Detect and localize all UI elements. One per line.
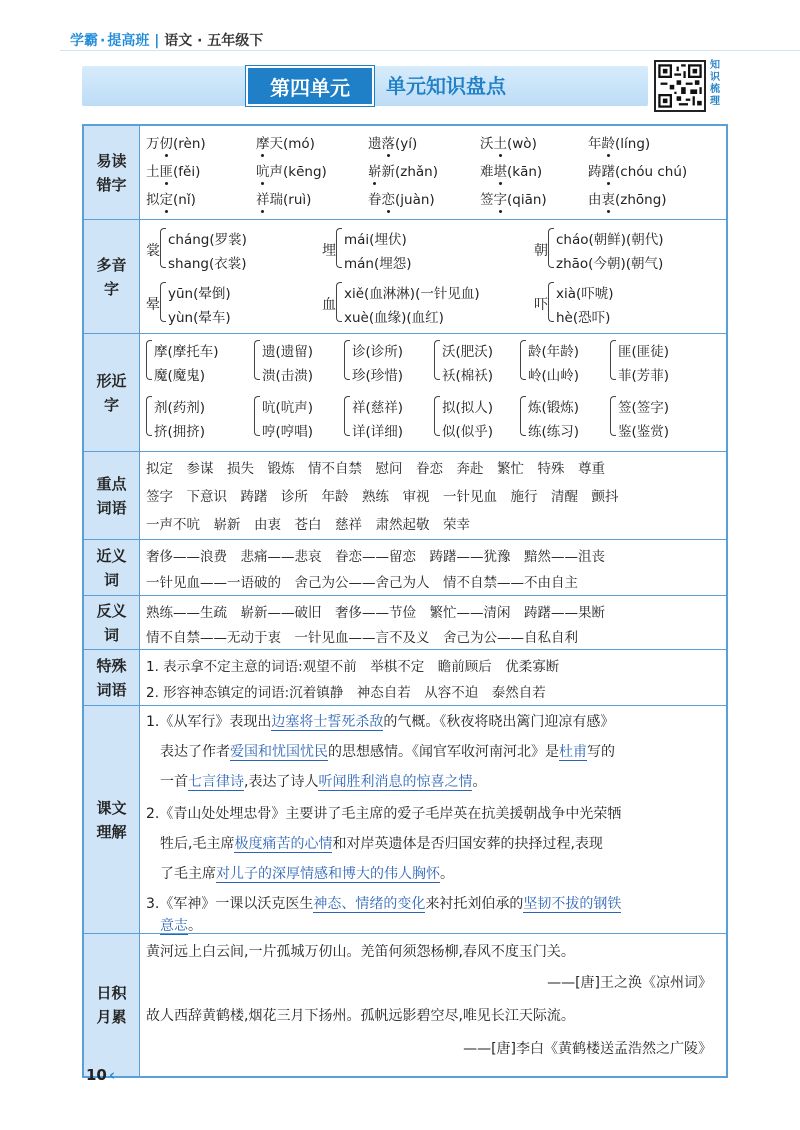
pronunciation-item [480,188,547,208]
text-run: 写的 [587,744,615,760]
poly-reading: xiě(血淋淋)(一针见血) [344,286,480,302]
word-char: 踌 [588,164,602,180]
target-char: 天 [269,136,283,152]
poly-char: 裳 [146,243,160,259]
word-char: 万 [146,136,160,152]
label-xingjin: 形近字 [96,371,127,414]
pinyin: (fěi) [173,164,201,180]
antonym-line: 情不自禁——无动于衷 一针见血——言不及义 舍己为公——自私自利 [146,630,578,646]
pinyin: (wò) [507,136,537,152]
poem-source: ——[唐]李白《黄鹤楼送孟浩然之广陵》 [463,1041,712,1057]
poly-char: 血 [322,297,336,313]
antonym-line: 熟练——生疏 崭新——破旧 奢侈——节俭 繁忙——清闲 踌躇——果断 [146,605,605,621]
pronunciation-item [146,188,196,208]
word-char: 签 [480,192,494,208]
label-riji: 日积月累 [96,984,127,1026]
similar-char: 剂(药剂) [154,400,206,416]
pinyin: (chóu chú) [615,164,688,180]
word-char: 土 [146,164,160,180]
row-label [84,126,140,219]
kewen-line: 2.《青山处处埋忠骨》主要讲了毛主席的爱子毛岸英在抗美援朝战争中光荣牺 [146,806,622,822]
target-char: 仞 [160,132,174,152]
row-yidu [84,126,726,220]
pinyin: (juàn) [395,192,435,208]
pinyin: (zhǎn) [395,164,439,180]
teshu-content [146,650,720,705]
word-char: 崭 [368,160,382,180]
word-char: 摩 [256,132,270,152]
similar-char: 诊(诊所) [352,344,404,360]
kewen-line [160,864,454,884]
poly-reading: hè(恐吓) [556,310,611,326]
synonym-line: 一针见血——一语破的 舍己为公——舍己为人 情不自禁——不由自主 [146,575,578,591]
pinyin: (líng) [615,136,651,152]
row-teshu [84,650,726,706]
pronunciation-item [588,160,687,180]
target-char: 定 [160,188,174,208]
row-label [84,334,140,451]
kewen-line [146,894,621,914]
similar-char: 珍(珍惜) [352,368,404,384]
similar-char: 拟(拟人) [442,400,494,416]
label-kewen: 课文理解 [96,798,127,841]
poly-reading: yùn(晕车) [168,310,231,326]
highlight: 神态、情绪的变化 [313,896,426,912]
word-line: 签字 下意识 踌躇 诊所 年龄 熟练 审视 一针见血 施行 清醒 颤抖 [146,489,619,505]
highlight: 极度痛苦的心情 [234,836,333,852]
highlight: 听闻胜利消息的惊喜之情 [318,774,473,790]
jinyi-content [146,540,720,595]
similar-char: 菲(芳菲) [618,368,670,384]
target-char: 字 [494,188,508,208]
qr-code-icon [656,62,704,110]
page-title: 单元知识盘点 [386,74,506,98]
pronunciation-item [368,132,417,152]
target-char: 声 [269,164,283,180]
poem-line: 故人西辞黄鹤楼,烟花三月下扬州。孤帆远影碧空尽,唯见长江天际流。 [146,1008,575,1024]
row-label [84,934,140,1076]
text-run: 的气概。《秋夜将晓出篱门迎凉有感》 [383,714,615,730]
brand-sep: · [100,33,106,49]
text-run: 的思想感情。《闻官军收河南河北》是 [328,744,559,760]
synonym-line: 奢侈——浪费 悲痛——悲哀 眷恋——留恋 踌躇——犹豫 黯然——沮丧 [146,549,605,565]
poly-reading: xuè(血缘)(血红) [344,310,444,326]
pronunciation-item [368,160,438,180]
highlight: 边塞将士誓死杀敌 [271,714,384,730]
text-run: 表达了作者 [160,744,230,760]
similar-char: 沃(肥沃) [442,344,494,360]
brace [146,340,152,380]
similar-char: 似(似乎) [442,424,494,440]
page-header [0,0,800,50]
yidu-content [146,126,720,219]
highlight: 对儿子的深厚情感和博大的伟人胸怀 [216,866,440,882]
brace [254,340,260,380]
text-run: 和对岸英遗体是否归国安葬的抉择过程,表现 [332,836,603,852]
target-char: 恋 [382,188,396,208]
brace [520,396,526,436]
label-duoyin: 多音字 [96,255,127,298]
text-run: 牲后,毛主席 [160,836,235,852]
row-kewen [84,706,726,934]
poly-reading: mán(埋怨) [344,256,412,272]
special-line: 2. 形容神态镇定的词语:沉着镇静 神态自若 从容不迫 泰然自若 [146,685,546,701]
kewen-line [160,772,486,792]
word-char: 遗 [368,136,382,152]
row-duoyin [84,220,726,334]
brace [344,396,350,436]
row-xingjin [84,334,726,452]
poly-reading: yūn(晕倒) [168,286,231,302]
row-label [84,706,140,933]
brace [336,228,342,268]
pinyin: (kēng) [283,164,327,180]
pronunciation-item [256,160,327,180]
similar-char: 签(签字) [618,400,670,416]
similar-char: 祥(慈祥) [352,400,404,416]
pinyin: (kān) [507,164,543,180]
brace [160,282,166,322]
word-line: 拟定 参谋 损失 锻炼 情不自禁 慰问 眷恋 奔赴 繁忙 特殊 尊重 [146,461,605,477]
poly-reading: xià(吓唬) [556,286,614,302]
label-zhongdian: 重点词语 [96,474,127,517]
word-char: 难 [480,164,494,180]
word-char: 吭 [256,160,270,180]
poly-char: 晕 [146,297,160,313]
highlight: 杜甫 [559,744,587,760]
similar-char: 岭(山岭) [528,368,580,384]
brace [520,340,526,380]
brace [336,282,342,322]
poly-char: 吓 [534,297,548,313]
brace [146,396,152,436]
poly-reading: mái(埋伏) [344,232,407,248]
brace [344,340,350,380]
label-teshu: 特殊词语 [96,656,127,699]
pinyin: (ruì) [283,192,312,208]
qr-code[interactable] [654,60,706,112]
row-fanyi [84,596,726,650]
label-jinyi: 近义词 [96,546,127,589]
label-fanyi: 反义词 [96,601,127,644]
similar-char: 鉴(鉴赏) [618,424,670,440]
pinyin: (qiān) [507,192,547,208]
divider: | [154,33,160,49]
pinyin: (zhōng) [615,192,667,208]
row-riji [84,934,726,1076]
text-run: 一首 [160,774,188,790]
pronunciation-item [256,132,315,152]
highlight: 意志 [160,918,188,934]
similar-char: 袄(棉袄) [442,368,494,384]
riji-content [146,934,720,1076]
similar-char: 溃(击溃) [262,368,314,384]
pinyin: (nǐ) [173,192,196,208]
poem-line: 黄河远上白云间,一片孤城万仞山。羌笛何须怨杨柳,春风不度玉门关。 [146,944,575,960]
word-char: 祥 [256,188,270,208]
pronunciation-item [480,132,537,152]
pronunciation-item [146,160,200,180]
target-char: 新 [381,164,395,180]
poem-source: ——[唐]王之涣《凉州词》 [547,975,712,991]
text-run: 3.《军神》一课以沃克医生 [146,896,314,912]
highlight: 七言律诗 [188,774,244,790]
similar-char: 匪(匪徒) [618,344,670,360]
similar-char: 炼(锻炼) [528,400,580,416]
unit-badge: 第四单元 [246,66,374,106]
brand [70,30,263,50]
similar-char: 哼(哼唱) [262,424,314,440]
brace [548,282,554,322]
similar-char: 吭(吭声) [262,400,314,416]
word-char: 年 [588,136,602,152]
similar-char: 遗(遗留) [262,344,314,360]
target-char: 堪 [494,160,508,180]
qr-label: 知识梳理 [710,60,720,107]
row-label [84,540,140,595]
highlight: 坚韧不拔的钢铁 [523,896,622,912]
brand-name: 学霸 [70,33,98,49]
subject-grade: 语文 · 五年级下 [164,33,264,49]
target-char: 瑞 [269,192,283,208]
kewen-line [160,834,603,854]
text-run: ,表达了诗人 [244,774,319,790]
similar-char: 练(练习) [528,424,580,440]
text-run: 了毛主席 [160,866,216,882]
kewen-content [146,706,720,933]
row-label [84,650,140,705]
zhongdian-content [146,452,720,539]
pronunciation-item [480,160,542,180]
row-label [84,596,140,649]
duoyin-content [146,220,720,333]
similar-char: 魔(魔鬼) [154,368,206,384]
poly-reading: cháo(朝鲜)(朝代) [556,232,664,248]
word-char: 沃 [480,136,494,152]
brace [434,396,440,436]
special-line: 1. 表示拿不定主意的词语:观望不前 举棋不定 瞻前顾后 优柔寡断 [146,659,560,675]
pinyin: (yí) [395,136,418,152]
similar-char: 龄(年龄) [528,344,580,360]
pronunciation-item [588,132,650,152]
text-run: 来衬托刘伯承的 [425,896,524,912]
row-label [84,220,140,333]
target-char: 龄 [602,132,616,152]
series-name: 提高班 [107,33,150,49]
target-char: 落 [382,132,396,152]
highlight: 爱国和忧国忧民 [230,744,328,760]
page-number: 10 ‹ [86,1066,115,1084]
target-char: 衷 [602,188,616,208]
row-zhongdian [84,452,726,540]
kewen-line [160,742,615,762]
pronunciation-item [256,188,311,208]
text-run: 。 [472,774,487,790]
target-char: 匪 [160,160,174,180]
poly-reading: cháng(罗裳) [168,232,247,248]
row-label [84,452,140,539]
poly-reading: zhāo(今朝)(朝气) [556,256,664,272]
word-char: 眷 [368,192,382,208]
pinyin: (rèn) [173,136,206,152]
poly-char: 埋 [322,243,336,259]
row-jinyi [84,540,726,596]
brace [434,340,440,380]
word-char: 由 [588,192,602,208]
brace [610,396,616,436]
kewen-line [146,712,614,732]
knowledge-table [82,124,728,1078]
label-yidu: 易读错字 [96,151,127,194]
brace [548,228,554,268]
text-run: 。 [440,866,454,882]
word-line: 一声不吭 崭新 由衷 苍白 慈祥 肃然起敬 荣幸 [146,517,470,533]
header-rule [60,50,800,51]
poly-char: 朝 [534,243,548,259]
text-run: 1.《从军行》表现出 [146,714,272,730]
fanyi-content [146,596,720,649]
pinyin: (mó) [283,136,315,152]
similar-char: 详(详细) [352,424,404,440]
text-run: 。 [188,918,202,934]
brace [160,228,166,268]
pronunciation-item [368,188,435,208]
brace [254,396,260,436]
brace [610,340,616,380]
target-char: 土 [494,132,508,152]
pronunciation-item [146,132,206,152]
poly-reading: shang(衣裳) [168,256,247,272]
kewen-line [160,916,202,936]
target-char: 躇 [602,160,616,180]
pronunciation-item [588,188,667,208]
word-char: 拟 [146,192,160,208]
xingjin-content [146,334,720,451]
similar-char: 摩(摩托车) [154,344,219,360]
similar-char: 挤(拥挤) [154,424,206,440]
